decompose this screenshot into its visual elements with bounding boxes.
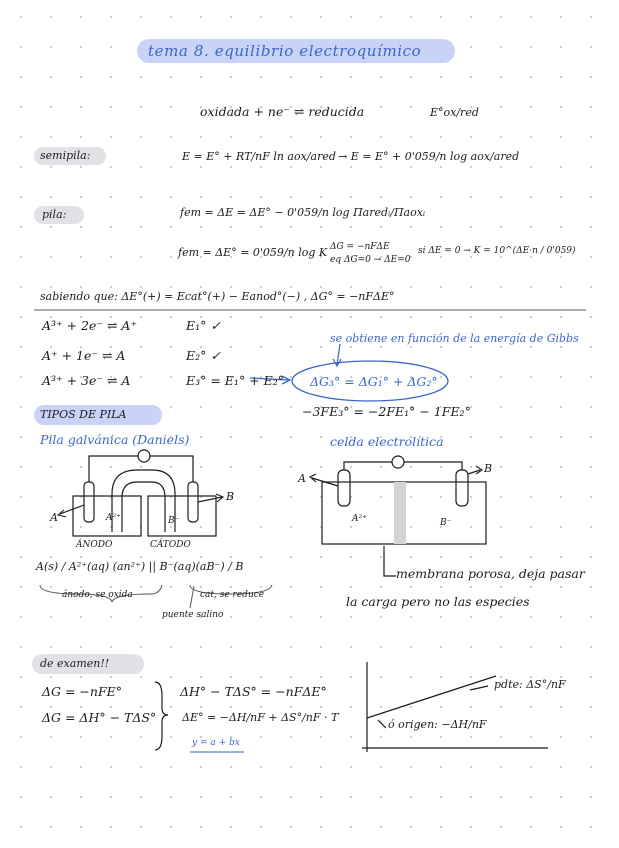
galvanic-cell-drawing — [60, 450, 222, 536]
tipos-heading: TIPOS DE PILA — [40, 408, 127, 421]
fem-equation-2: fem = ΔE° = 0'059/n log K — [178, 246, 328, 259]
membrane-note-2: la carga pero no las especies — [346, 594, 530, 609]
electrolytic-ion-right: B⁻ — [440, 518, 452, 528]
pila-condition-1: ΔG = −nFΔE — [330, 242, 390, 252]
examen-eq-2: ΔG = ΔH° − TΔS° — [42, 710, 157, 725]
reaction-row-1-pot: E₁° ✓ — [186, 318, 221, 333]
galvanic-label-b: B — [226, 490, 235, 503]
graph-drawing — [362, 662, 548, 752]
examen-eq-4: ΔE° = −ΔH/nF + ΔS°/nF · T — [182, 711, 339, 724]
electrolytic-title: celda electrolítica — [330, 434, 444, 449]
graph-origin-note: ó origen: −ΔH/nF — [388, 718, 487, 731]
page-title: tema 8. equilibrio electroquímico — [148, 42, 422, 60]
nernst-log-form: → E = E° + 0'059/n log aox/ared — [338, 150, 520, 163]
gibbs-note: se obtiene en función de la energía de Gibbs — [330, 332, 579, 345]
salt-bridge-arrow — [190, 586, 194, 608]
fem-equation-1: fem = ΔE = ΔE° − 0'059/n log Πaredᵢ/Πaoxᵢ — [180, 206, 426, 219]
membrane — [394, 482, 406, 544]
membrane-note-1: membrana porosa, deja pasar — [396, 566, 585, 581]
pila-condition-3: si ΔE = 0 → K = 10^(ΔE·n / 0'059) — [418, 246, 576, 256]
reaction-row-2-eq: A⁺ + 1e⁻ ⇌ A — [42, 348, 126, 363]
galvanic-label-a: A — [50, 511, 58, 524]
nernst-equation: E = E° + RT/nF ln aox/ared — [182, 150, 336, 163]
electrolytic-label-a: A — [298, 472, 306, 485]
reaction-row-2-pot: E₂° ✓ — [186, 348, 221, 363]
examen-label: de examen!! — [40, 657, 110, 670]
examen-eq-1: ΔG = −nFE° — [42, 684, 123, 699]
reaction-row-1-eq: A³⁺ + 2e⁻ ⇌ A⁺ — [42, 318, 138, 333]
pila-condition-2: eq ΔG=0 → ΔE=0 — [330, 255, 411, 265]
galvanic-title: Pila galvánica (Daniels) — [40, 432, 190, 447]
galvanic-ion-right: B⁻ — [168, 516, 180, 526]
cell-notation: A(s) / A²⁺(aq) (an²⁺) || B⁻(aq)(aB⁻) / B — [36, 560, 244, 573]
examen-eq-3: ΔH° − TΔS° = −nFΔE° — [180, 684, 327, 699]
catodo-note: cat, se reduce — [200, 590, 265, 600]
reaction-equation: oxidada + ne⁻ ⇌ reducida — [200, 104, 365, 119]
anodo-note: ánodo, se oxida — [62, 590, 133, 600]
semipila-label: semipila: — [40, 149, 91, 162]
galvanic-ion-left: A²⁺ — [106, 513, 121, 523]
anodo-label: ÁNODO — [76, 540, 113, 550]
electrolytic-ion-left: A²⁺ — [352, 514, 367, 524]
gibbs-result: −3FE₃° = −2FE₁° − 1FE₂° — [302, 404, 471, 419]
gibbs-sum: ΔG₃° = ΔG₁° + ΔG₂° — [310, 374, 438, 389]
graph-slope-note: pdte: ΔS°/nF — [494, 678, 566, 691]
puente-note: puente salino — [162, 610, 224, 620]
reaction-row-3-pot: E₃° = E₁° + E₂° — [186, 373, 284, 388]
examen-eq-5: y = a + bx — [192, 738, 240, 748]
examen-brace — [155, 682, 168, 750]
pila-label: pila: — [42, 208, 67, 221]
reaction-row-3-eq: A³⁺ + 3e⁻ ⇌ A — [42, 373, 131, 388]
electrolytic-label-b: B — [484, 462, 493, 475]
catodo-label: CÁTODO — [150, 540, 191, 550]
sabiendo-line: sabiendo que: ΔE°(+) = Ecat°(+) − Eanod°(−) , ΔG° = −nFΔE° — [40, 290, 395, 303]
reaction-potential: E°ox/red — [430, 106, 479, 119]
